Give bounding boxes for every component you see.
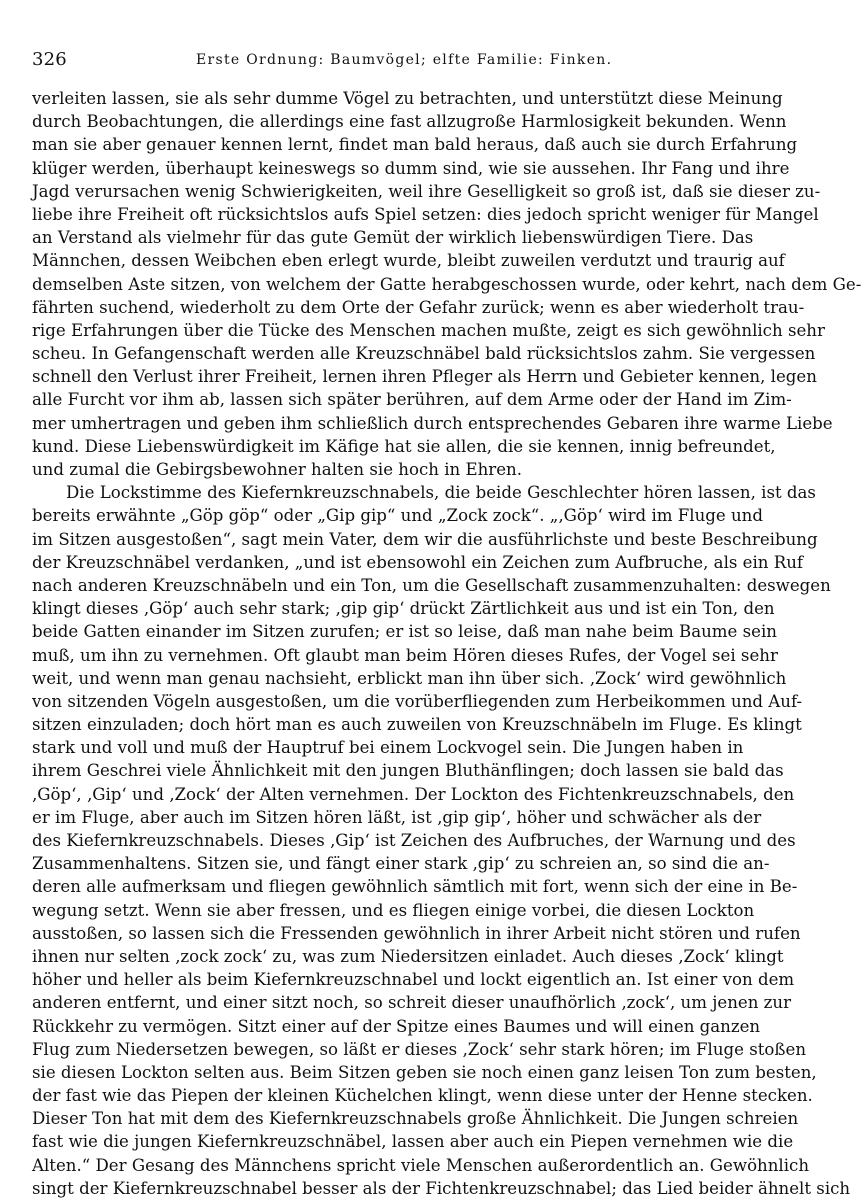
text-line: von sitzenden Vögeln ausgestoßen, um die vorüberfliegenden zum Herbeikommen und Auf-: [32, 691, 803, 711]
text-line: beide Gatten einander im Sitzen zurufen; er ist so leise, daß man nahe beim Baume sein: [32, 622, 777, 642]
text-line: deren alle aufmerksam und fliegen gewöhnlich sämtlich mit fort, wenn sich der eine in Be-: [32, 877, 798, 897]
text-line: Alten.“ Der Gesang des Männchens spricht viele Menschen außerordentlich an. Gewöhnlich: [32, 1155, 810, 1175]
text-line: bereits erwähnte „Göp göp“ oder „Gip gip“ und „Zock zock“. „‚Göp‘ wird im Fluge und: [32, 506, 763, 526]
text-line: an Verstand als vielmehr für das gute Gemüt der wirklich liebenswürdigen Tiere. Das: [32, 228, 754, 248]
text-line: sitzen einzuladen; doch hört man es auch zuweilen von Kreuzschnäbeln im Fluge. Es klingt: [32, 715, 802, 735]
text-line: fährten suchend, wiederholt zu dem Orte der Gefahr zurück; wenn es aber wiederholt trau-: [32, 297, 805, 317]
text-line: man sie aber genauer kennen lernt, findet man bald heraus, daß auch sie durch Erfahrung: [32, 135, 798, 155]
text-line: mer umhertragen und geben ihm schließlich durch entsprechendes Gebaren ihre warme Liebe: [32, 413, 833, 433]
text-line: Männchen, dessen Weibchen eben erlegt wurde, bleibt zuweilen verdutzt und traurig auf: [32, 251, 785, 271]
text-line: nach anderen Kreuzschnäbeln und ein Ton, um die Gesellschaft zusammenzuhalten: deswegen: [32, 575, 831, 595]
text-line: klüger werden, überhaupt keineswegs so dumm sind, wie sie aussehen. Ihr Fang und ihre: [32, 158, 790, 178]
running-header: [32, 49, 722, 71]
paragraph-first-line: Die Lockstimme des Kiefernkreuzschnabels, die beide Geschlechter hören lassen, ist das: [66, 483, 816, 503]
text-line: ihrem Geschrei viele Ähnlichkeit mit den jungen Bluthänflingen; doch lassen sie bald das: [32, 761, 784, 781]
text-line: Dieser Ton hat mit dem des Kiefernkreuzschnabels große Ähnlichkeit. Die Jungen schreien: [32, 1109, 799, 1129]
text-line: der fast wie das Piepen der kleinen Küchelchen klingt, wenn diese unter der Henne stecken.: [32, 1086, 813, 1106]
text-line: der Kreuzschnäbel verdanken, „und ist ebensowohl ein Zeichen zum Aufbruche, als ein Ruf: [32, 552, 804, 572]
text-line: Jagd verursachen wenig Schwierigkeiten, weil ihre Geselligkeit so groß ist, daß sie dieser zu-: [32, 181, 821, 201]
text-line: rige Erfahrungen über die Tücke des Menschen machen mußte, zeigt es sich gewöhnlich sehr: [32, 320, 825, 340]
text-line: Rückkehr zu vermögen. Sitzt einer auf der Spitze eines Baumes und will einen ganzen: [32, 1016, 761, 1036]
text-line: Flug zum Niedersetzen bewegen, so läßt er dieses ‚Zock‘ sehr stark hören; im Fluge stoßen: [32, 1039, 806, 1059]
text-line: stark und voll und muß der Hauptruf bei einem Lockvogel sein. Die Jungen haben in: [32, 738, 744, 758]
text-line: ‚Göp‘, ‚Gip‘ und ‚Zock‘ der Alten vernehmen. Der Lockton des Fichtenkreuzschnabels, den: [32, 784, 795, 804]
page-number: 326: [32, 49, 67, 70]
text-line: er im Fluge, aber auch im Sitzen hören läßt, ist ‚gip gip‘, höher und schwächer als der: [32, 807, 762, 827]
text-line: liebe ihre Freiheit oft rücksichtslos aufs Spiel setzen: dies jedoch spricht weniger für Mangel: [32, 204, 819, 224]
text-line: ausstoßen, so lassen sich die Fressenden gewöhnlich in ihrer Arbeit nicht stören und rufen: [32, 923, 801, 943]
text-line: durch Beobachtungen, die allerdings eine fast allzugroße Harmlosigkeit bekunden. Wenn: [32, 112, 787, 132]
paragraph-end-line: und zumal die Gebirgsbewohner halten sie hoch in Ehren.: [32, 460, 523, 479]
text-line: weit, und wenn man genau nachsieht, erblickt man ihn über sich. ‚Zock‘ wird gewöhnlich: [32, 668, 787, 688]
running-title: Erste Ordnung: Baumvögel; elfte Familie: Finken.: [196, 52, 613, 68]
text-line: fast wie die jungen Kiefernkreuzschnäbel, lassen aber auch ein Piepen vernehmen wie die: [32, 1132, 794, 1152]
text-line: alle Furcht vor ihm ab, lassen sich später berühren, auf dem Arme oder der Hand im Zim-: [32, 390, 792, 410]
text-line: demselben Aste sitzen, von welchem der Gatte herabgeschossen wurde, oder kehrt, nach dem Ge-: [32, 274, 861, 294]
text-line: kund. Diese Liebenswürdigkeit im Käfige hat sie allen, die sie kennen, innig befreundet,: [32, 436, 776, 456]
text-line: singt der Kiefernkreuzschnabel besser als der Fichtenkreuzschnabel; das Lied beider ähnelt sich: [32, 1178, 851, 1198]
text-line: schnell den Verlust ihrer Freiheit, lernen ihren Pfleger als Herrn und Gebieter kennen, legen: [32, 367, 817, 387]
text-line: verleiten lassen, sie als sehr dumme Vögel zu betrachten, und unterstützt diese Meinung: [32, 89, 783, 108]
text-line: ihnen nur selten ‚zock zock‘ zu, was zum Niedersitzen einladet. Auch dieses ‚Zock‘ klingt: [32, 946, 784, 966]
text-line: Zusammenhaltens. Sitzen sie, und fängt einer stark ‚gip‘ zu schreien an, so sind die an-: [32, 854, 770, 874]
text-line: muß, um ihn zu vernehmen. Oft glaubt man beim Hören dieses Rufes, der Vogel sei sehr: [32, 645, 778, 665]
body-text: [32, 87, 861, 1198]
text-line: klingt dieses ‚Göp‘ auch sehr stark; ‚gip gip‘ drückt Zärtlichkeit aus und ist ein Ton, den: [32, 599, 775, 619]
text-line: sie diesen Lockton selten aus. Beim Sitzen geben sie noch einen ganz leisen Ton zum besten,: [32, 1062, 817, 1082]
text-line: des Kiefernkreuzschnabels. Dieses ‚Gip‘ ist Zeichen des Aufbruches, der Warnung und des: [32, 831, 796, 850]
text-line: höher und heller als beim Kiefernkreuzschnabel und lockt eigentlich an. Ist einer von dem: [32, 970, 795, 990]
text-line: wegung setzt. Wenn sie aber fressen, und es fliegen einige vorbei, die diesen Lockton: [32, 900, 755, 920]
text-line: im Sitzen ausgestoßen“, sagt mein Vater, dem wir die ausführlichste und beste Beschreibung: [32, 529, 818, 549]
text-line: scheu. In Gefangenschaft werden alle Kreuzschnäbel bald rücksichtslos zahm. Sie vergessen: [32, 344, 816, 364]
text-line: anderen entfernt, und einer sitzt noch, so schreit dieser unaufhörlich ‚zock‘, um jenen zur: [32, 993, 792, 1013]
